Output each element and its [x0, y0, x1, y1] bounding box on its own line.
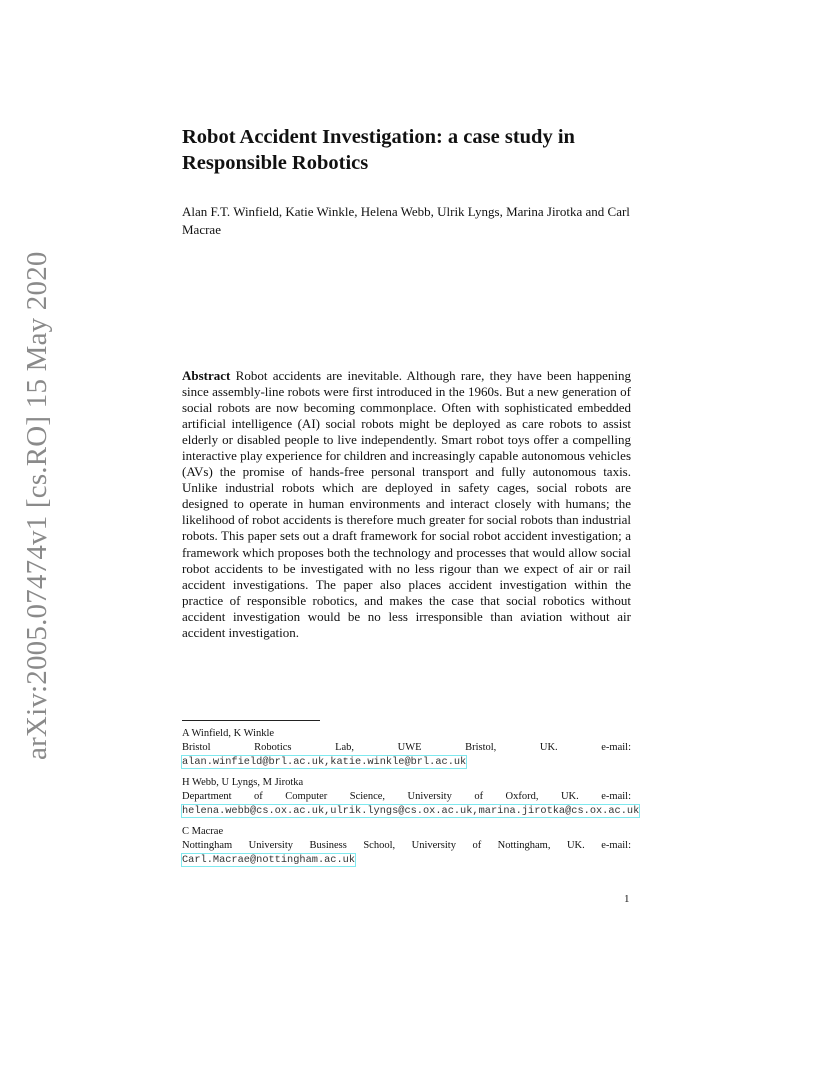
- affiliation-2: [182, 776, 640, 818]
- affiliation-address: Bristol Robotics Lab, UWE Bristol, UK. e-mail: alan.winfield@brl.ac.uk,katie.winkle@brl.ac.uk: [182, 742, 631, 768]
- affiliations: [182, 727, 640, 874]
- footnote-rule: [182, 720, 320, 721]
- abstract-label: Abstract: [182, 368, 231, 383]
- affiliation-address: Nottingham University Business School, University of Nottingham, UK. e-mail: Carl.Macrae@nottingham.ac.uk: [182, 840, 631, 866]
- email-link[interactable]: alan.winfield@brl.ac.uk,katie.winkle@brl.ac.uk: [182, 756, 467, 768]
- abstract-text: Robot accidents are inevitable. Although rare, they have been happening since assembly-line robots were first introduced in the 1960s. But a new generation of social robots are now becoming commonplace. Often with sophisticated embedded artificial intelligence (AI) social robots might be deployed as care robots to assist elderly or disabled people to live independently. Smart robot toys offer a compelling interactive play experience for children and increasingly capable autonomous vehicles (AVs) the promise of hands-free personal transport and fully autonomous taxis. Unlike industrial robots which are deployed in safety cages, social robots are designed to operate in human environments and interact closely with humans; the likelihood of robot accidents is therefore much greater for social robots than industrial robots. This paper sets out a draft framework for social robot accident investigation; a framework which proposes both the technology and processes that would allow social robot accidents to be investigated with no less rigour than we expect of air or rail accident investigations. The paper also places accident investigation within the practice of responsible robotics, and makes the case that social robotics without accident investigation would be no less irresponsible than aviation without air accident investigation.: [182, 368, 631, 640]
- affiliation-address: Department of Computer Science, University of Oxford, UK. e-mail: helena.webb@cs.ox.ac.uk,ulrik.lyngs@cs.ox.ac.uk,marina.jirotka@cs.ox.ac.uk: [182, 791, 640, 817]
- email-link[interactable]: Carl.Macrae@nottingham.ac.uk: [182, 854, 356, 866]
- arxiv-side-stamp: arXiv:2005.07474v1 [cs.RO] 15 May 2020: [21, 251, 53, 760]
- abstract: [182, 368, 631, 641]
- affiliation-1: [182, 727, 631, 769]
- email-link[interactable]: helena.webb@cs.ox.ac.uk,ulrik.lyngs@cs.ox.ac.uk,marina.jirotka@cs.ox.ac.uk: [182, 805, 640, 817]
- affiliation-authors: H Webb, U Lyngs, M Jirotka: [182, 777, 304, 788]
- affiliation-3: [182, 825, 631, 867]
- affiliation-authors: A Winfield, K Winkle: [182, 728, 275, 739]
- affiliation-authors: C Macrae: [182, 826, 224, 837]
- author-list: Alan F.T. Winfield, Katie Winkle, Helena Webb, Ulrik Lyngs, Marina Jirotka and Carl Macrae: [182, 204, 630, 237]
- page-number: 1: [624, 893, 630, 905]
- paper-title: Robot Accident Investigation: a case study in Responsible Robotics: [182, 126, 575, 174]
